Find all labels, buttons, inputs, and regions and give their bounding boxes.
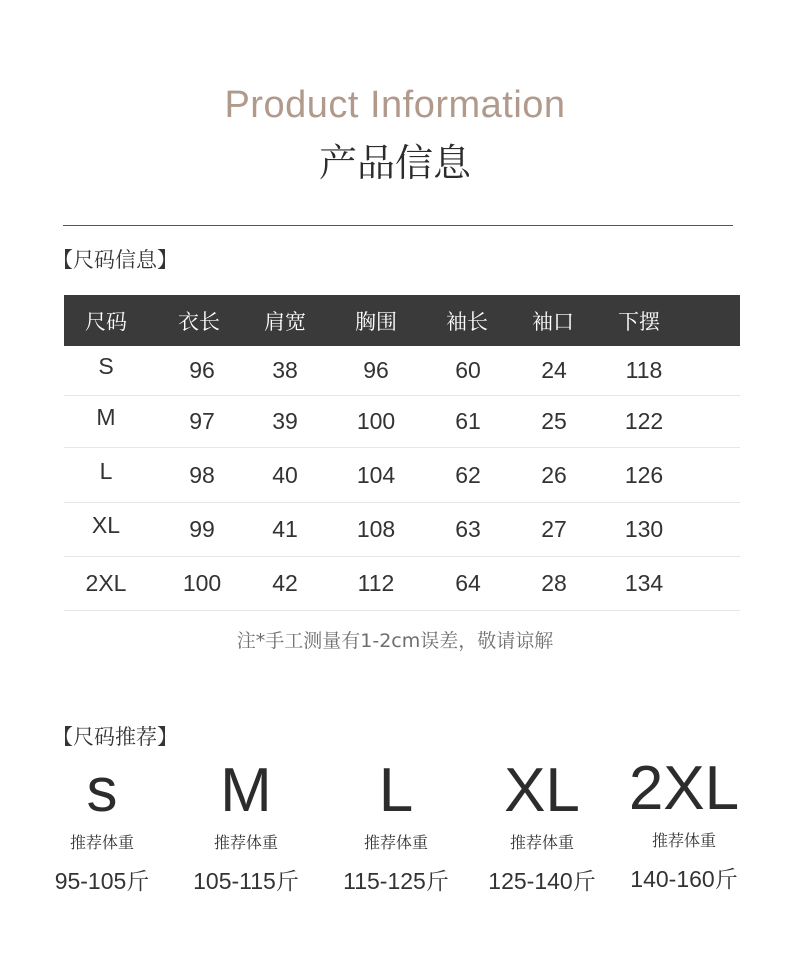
header-divider bbox=[63, 225, 733, 226]
column-header: 衣长 bbox=[178, 309, 220, 334]
recommend-weight-range: 105-115斤 bbox=[193, 868, 299, 894]
table-cell: S bbox=[98, 353, 114, 379]
recommend-size: XL bbox=[504, 756, 580, 825]
table-cell: 112 bbox=[357, 570, 395, 596]
table-cell: 62 bbox=[455, 461, 481, 488]
recommend-item bbox=[171, 755, 321, 896]
table-cell: 96 bbox=[363, 357, 389, 383]
table-cell: 42 bbox=[272, 570, 298, 596]
table-cell: 126 bbox=[624, 461, 664, 488]
page-title-en: Product Information bbox=[224, 84, 566, 126]
page-title-zh: 产品信息 bbox=[318, 141, 471, 185]
table-cell: 96 bbox=[189, 357, 215, 383]
table-cell: 99 bbox=[189, 516, 215, 542]
size-table-header bbox=[64, 295, 740, 346]
recommend-item bbox=[27, 755, 177, 896]
table-cell: 97 bbox=[189, 408, 215, 434]
table-cell: 104 bbox=[356, 461, 396, 488]
recommend-size: s bbox=[86, 756, 118, 825]
recommend-weight-label: 推荐体重 bbox=[509, 833, 574, 852]
recommend-weight-range: 140-160斤 bbox=[630, 866, 738, 892]
recommend-item bbox=[609, 753, 759, 894]
column-header: 尺码 bbox=[85, 309, 127, 334]
table-cell: 38 bbox=[272, 357, 298, 383]
recommend-size: L bbox=[378, 756, 414, 825]
table-cell: L bbox=[99, 457, 113, 484]
table-cell: XL bbox=[91, 512, 121, 538]
table-cell: 27 bbox=[541, 516, 567, 542]
measurement-note: 注*手工测量有1-2cm误差，敬请谅解 bbox=[236, 630, 554, 652]
size-table bbox=[64, 295, 740, 611]
table-cell: 98 bbox=[189, 461, 215, 488]
table-cell: 60 bbox=[455, 357, 481, 383]
table-cell: 134 bbox=[624, 570, 664, 596]
table-row bbox=[64, 396, 740, 448]
table-cell: 40 bbox=[272, 461, 298, 488]
table-cell: 2XL bbox=[85, 570, 127, 596]
recommend-size: M bbox=[220, 756, 272, 825]
table-cell: 61 bbox=[455, 408, 481, 434]
recommend-weight-range: 115-125斤 bbox=[343, 868, 449, 894]
column-header: 肩宽 bbox=[264, 309, 306, 334]
table-cell: 41 bbox=[272, 516, 298, 542]
table-row bbox=[64, 448, 740, 503]
table-cell: 130 bbox=[624, 516, 664, 542]
recommend-weight-range: 95-105斤 bbox=[54, 868, 150, 894]
table-cell: 100 bbox=[182, 570, 222, 596]
table-row bbox=[64, 346, 740, 396]
table-cell: 122 bbox=[624, 408, 664, 434]
table-cell: M bbox=[96, 404, 116, 430]
table-cell: 100 bbox=[356, 408, 396, 434]
table-cell: 28 bbox=[541, 570, 567, 596]
recommend-weight-range: 125-140斤 bbox=[488, 868, 596, 894]
column-header: 胸围 bbox=[355, 309, 397, 334]
column-header: 袖长 bbox=[446, 309, 488, 334]
table-cell: 25 bbox=[541, 408, 567, 434]
recommend-item bbox=[467, 755, 617, 896]
table-cell: 24 bbox=[541, 357, 567, 383]
table-cell: 64 bbox=[455, 570, 481, 596]
table-cell: 108 bbox=[356, 516, 396, 542]
column-header: 下摆 bbox=[618, 309, 660, 334]
table-row bbox=[64, 557, 740, 611]
recommend-weight-label: 推荐体重 bbox=[213, 833, 278, 852]
recommend-size: 2XL bbox=[628, 754, 740, 823]
recommend-item bbox=[321, 755, 471, 896]
table-cell: 26 bbox=[541, 461, 567, 488]
size-info-label: 【尺码信息】 bbox=[52, 248, 178, 272]
table-cell: 118 bbox=[625, 357, 663, 383]
recommend-weight-label: 推荐体重 bbox=[651, 831, 716, 850]
table-cell: 39 bbox=[272, 408, 298, 434]
recommend-weight-label: 推荐体重 bbox=[363, 833, 428, 852]
table-row bbox=[64, 503, 740, 557]
recommend-weight-label: 推荐体重 bbox=[69, 833, 134, 852]
column-header: 袖口 bbox=[532, 309, 574, 334]
table-cell: 63 bbox=[455, 516, 481, 542]
size-recommend-label: 【尺码推荐】 bbox=[52, 725, 178, 749]
